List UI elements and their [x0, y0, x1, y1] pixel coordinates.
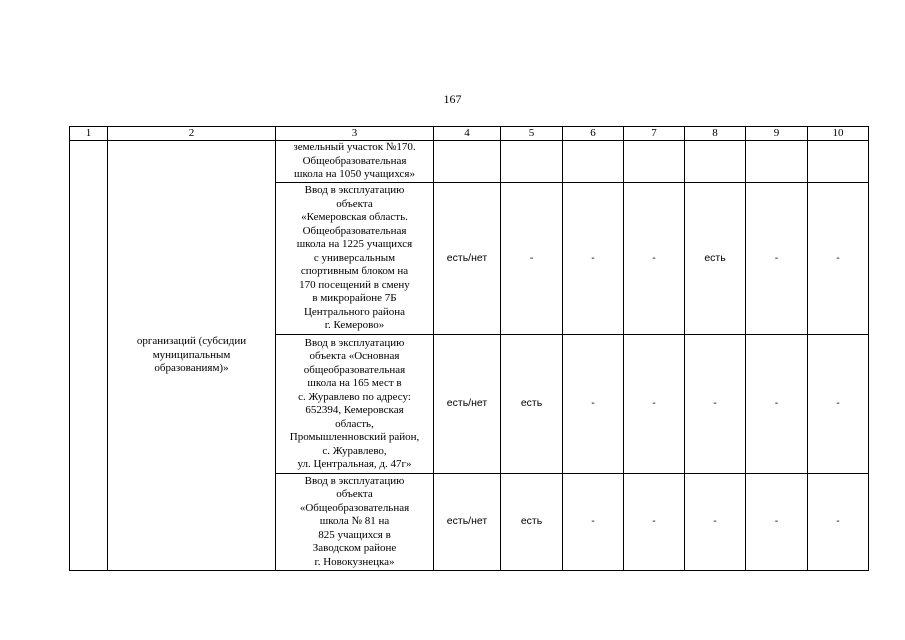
table-cell: -: [685, 335, 746, 474]
object-description-cell: земельный участок №170. Общеобразовательная школа на 1050 учащихся»: [276, 141, 434, 183]
table-cell: -: [746, 474, 808, 571]
column-header: 2: [108, 127, 276, 141]
table-cell: [70, 141, 108, 571]
table-cell: [501, 141, 563, 183]
table-cell: [563, 141, 624, 183]
table-cell: -: [624, 335, 685, 474]
table-cell: [434, 141, 501, 183]
column-header: 5: [501, 127, 563, 141]
table-cell: -: [563, 335, 624, 474]
column-header: 4: [434, 127, 501, 141]
column-header: 8: [685, 127, 746, 141]
table-cell: -: [501, 183, 563, 335]
table-cell: есть: [501, 335, 563, 474]
object-description-cell: Ввод в эксплуатацию объекта «Кемеровская область. Общеобразовательная школа на 1225 учащихся с универсальным спортивным блоком на 170 посещений в смену в микрорайоне 7Б Центрального района г. Кемерово»: [276, 183, 434, 335]
table-cell: -: [624, 183, 685, 335]
table-cell: [808, 141, 869, 183]
table-cell: -: [746, 183, 808, 335]
table-cell: есть/нет: [434, 335, 501, 474]
page-number: 167: [443, 92, 462, 106]
table-cell: [685, 141, 746, 183]
table-cell: [624, 141, 685, 183]
column-header: 3: [276, 127, 434, 141]
table-cell: -: [685, 474, 746, 571]
table-cell: -: [808, 335, 869, 474]
header-row: [70, 127, 869, 141]
table-cell: -: [808, 183, 869, 335]
column-header: 6: [563, 127, 624, 141]
data-table: [69, 126, 869, 571]
table-cell: есть/нет: [434, 474, 501, 571]
table-cell: -: [563, 474, 624, 571]
organization-cell: организаций (субсидии муниципальным образованиям)»: [108, 141, 276, 571]
object-description-cell: Ввод в эксплуатацию объекта «Общеобразовательная школа № 81 на 825 учащихся в Заводском районе г. Новокузнецка»: [276, 474, 434, 571]
table-cell: есть/нет: [434, 183, 501, 335]
table-cell: -: [563, 183, 624, 335]
column-header: 9: [746, 127, 808, 141]
table-cell: есть: [501, 474, 563, 571]
column-header: 7: [624, 127, 685, 141]
column-header: 1: [70, 127, 108, 141]
table-cell: -: [624, 474, 685, 571]
table-row: [70, 141, 869, 183]
table-cell: [746, 141, 808, 183]
table-cell: -: [808, 474, 869, 571]
object-description-cell: Ввод в эксплуатацию объекта «Основная общеобразовательная школа на 165 мест в с. Журавлево по адресу: 652394, Кемеровская область, Промышленновский район, с. Журавлево, ул. Центральная, д. 47г»: [276, 335, 434, 474]
table-cell: есть: [685, 183, 746, 335]
column-header: 10: [808, 127, 869, 141]
table-cell: -: [746, 335, 808, 474]
